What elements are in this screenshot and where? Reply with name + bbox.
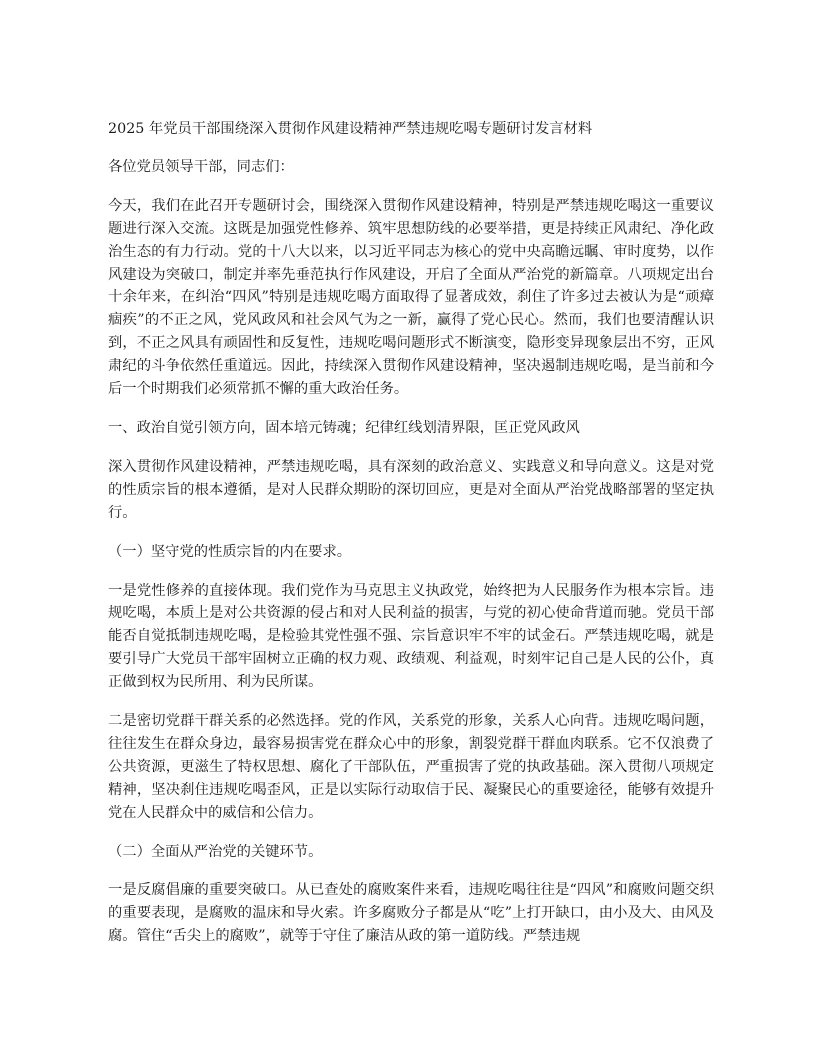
document-title: 2025 年党员干部围绕深入贯彻作风建设精神严禁违规吃喝专题研讨发言材料	[108, 121, 593, 137]
greeting: 各位党员领导干部，同志们：	[108, 158, 294, 175]
subsection-1-paragraph-2: 二是密切党群干群关系的必然选择。党的作风，关系党的形象，关系人心向背。违规吃喝问题，往往发生在群众身边，最容易损害党在群众心中的形象，割裂党群干群血肉联系。它不仅浪费了公共资源，更滋生了特权思想、腐化了干部队伍，严重损害了党的执政基础。深入贯彻八项规定精神，坚决刹住违规吃喝歪风，正是以实际行动取信于民、凝聚民心的重要途径，能够有效提升党在人民群众中的威信和公信力。	[108, 713, 714, 821]
subsection-1-paragraph-1: 一是党性修养的直接体现。我们党作为马克思主义执政党，始终把为人民服务作为根本宗旨。违规吃喝，本质上是对公共资源的侵占和对人民利益的损害，与党的初心使命背道而驰。党员干部能否自觉抵制违规吃喝，是检验其党性强不强、宗旨意识牢不牢的试金石。严禁违规吃喝，就是要引导广大党员干部牢固树立正确的权力观、政绩观、利益观，时刻牢记自己是人民的公仆，真正做到权为民所用、利为民所谋。	[108, 582, 714, 691]
subsection-1-heading: （一）坚守党的性质宗旨的内在要求。	[108, 543, 352, 560]
subsection-2-paragraph-1: 一是反腐倡廉的重要突破口。从已查处的腐败案件来看，违规吃喝往往是“四风”和腐败问题交织的重要表现，是腐败的温床和导火索。许多腐败分子都是从“吃”上打开缺口，由小及大、由风及腐。管住“舌尖上的腐败”，就等于守住了廉洁从政的第一道防线。严禁违规	[108, 882, 714, 945]
subsection-2-heading: （二）全面从严治党的关键环节。	[108, 843, 323, 860]
document-page	[108, 118, 714, 964]
section-1-intro: 深入贯彻作风建设精神，严禁违规吃喝，具有深刻的政治意义、实践意义和导向意义。这是对党的性质宗旨的根本遵循，是对人民群众期盼的深切回应，更是对全面从严治党战略部署的坚定执行。	[108, 458, 714, 521]
section-1-heading: 一、政治自觉引领方向，固本培元铸魂；纪律红线划清界限，匡正党风政风	[108, 419, 580, 436]
intro-paragraph: 今天，我们在此召开专题研讨会，围绕深入贯彻作风建设精神，特别是严禁违规吃喝这一重要议题进行深入交流。这既是加强党性修养、筑牢思想防线的必要举措，更是持续正风肃纪、净化政治生态的有力行动。党的十八大以来，以习近平同志为核心的党中央高瞻远瞩、审时度势，以作风建设为突破口，制定并率先垂范执行作风建设，开启了全面从严治党的新篇章。八项规定出台十余年来，在纠治“四风”特别是违规吃喝方面取得了显著成效，刹住了许多过去被认为是“顽瘴痼疾”的不正之风，党风政风和社会风气为之一新，赢得了党心民心。然而，我们也要清醒认识到，不正之风具有顽固性和反复性，违规吃喝问题形式不断演变，隐形变异现象层出不穷，正风肃纪的斗争依然任重道远。因此，持续深入贯彻作风建设精神，坚决遏制违规吃喝，是当前和今后一个时期我们必须常抓不懈的重大政治任务。	[108, 197, 714, 398]
